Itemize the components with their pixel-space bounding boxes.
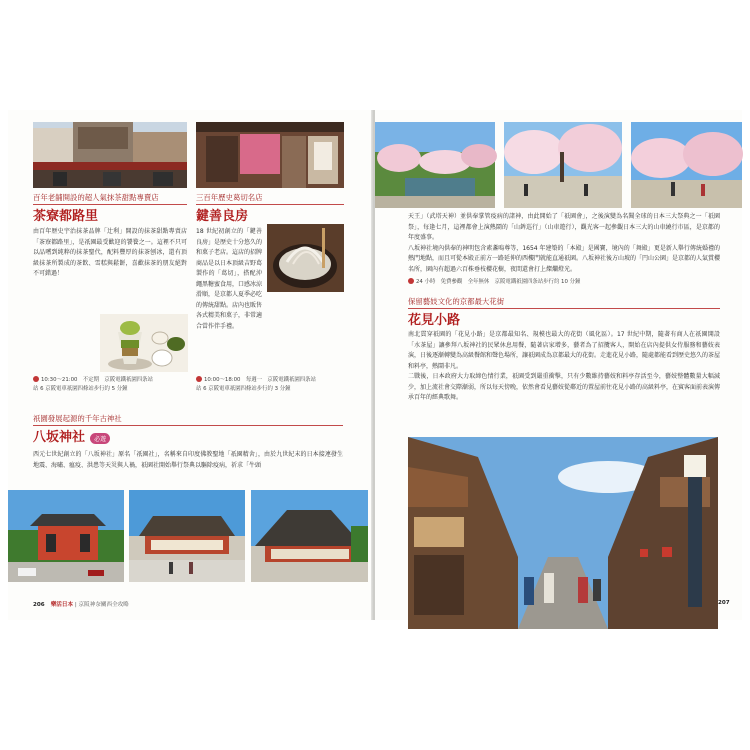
section-tagline-kagizen: 三百年歷史葛切名店 xyxy=(196,192,344,205)
section-tagline-yasaka: 祇園發展起源的千年古神社 xyxy=(33,413,343,426)
section-tagline-tsujiri: 百年老舖開設的超人氣抹茶甜點專賣店 xyxy=(33,192,187,205)
info-kagizen-line2: 站 6 京阪電車祇園四條站步行約 3 分鐘 xyxy=(196,386,291,392)
must-visit-badge: 必遊 xyxy=(90,433,110,444)
info-tsujiri-line2: 站 6 京阪電車祇園四條站步行約 5 分鐘 xyxy=(33,386,128,392)
brand-label: 樂活日本 xyxy=(50,602,74,608)
section-tagline-hanamikoji: 保留藝妓文化的京都最大花街 xyxy=(408,296,720,309)
book-title-label: 京阪神奈關西全攻略 xyxy=(78,602,129,608)
maruyama-park-photo-3 xyxy=(631,122,742,208)
left-page xyxy=(8,110,373,620)
section-body-kagizen-a: 18 世紀初創立的「鍵善良房」是歷史十分悠久的和菓子老店。這店的招牌商品是以日本頂級吉野葛製作的「葛切」，搭配沖繩黑糖蜜食用，口感冰涼滑順，是京都人夏季必吃的傳統甜點。店內也販售各式精美和菓子，非常適合當作伴手禮。 xyxy=(196,228,263,330)
yasaka-dance-hall-photo xyxy=(129,490,245,582)
clock-icon xyxy=(196,376,202,382)
book-spread xyxy=(8,110,742,620)
section-title-yasaka: 八坂神社 xyxy=(33,430,86,445)
info-kagizen-line1: 10:00～18:00 每週一 京阪電鐵祇園四条站 xyxy=(196,376,316,385)
right-folio xyxy=(718,600,736,606)
section-body-tsujiri: 由百年歷史宇治抹茶品牌「辻利」開設的抹茶甜點專賣店「茶寮都路里」，是祇園最受歡迎的饕餮之一。這裡不只可以品嚐到純粹的抹茶聖代，配料豐厚的抹茶刨冰，還有頂級抹茶所製成的茶飲、雪糕與鬆餅，喜歡抹茶的朋友絕對不可錯過！ xyxy=(33,228,187,277)
matcha-parfait-photo xyxy=(100,314,188,372)
section-title-tsujiri: 茶寮都路里 xyxy=(33,209,99,224)
page-number-left: 206 xyxy=(33,602,45,608)
maruyama-park-photo-2 xyxy=(504,122,622,208)
maruyama-park-photo-1 xyxy=(375,122,495,208)
yasaka-gate-photo xyxy=(8,490,124,582)
section-title-kagizen: 鍵善良房 xyxy=(196,209,249,224)
yasaka-continued-body: 天王」（武塔天神）並供奉掌管疫病的諸神，由此開始了「祇園會」，之後演變為名聞全球的日本三大祭典之一「祇園祭」，每逢七月，這裡都會上演熱鬧的「山鉾巡行」（山車遊行），觀光客一起參觀日本三大的山車繞行市區，是京都的年度盛事。 八坂神社境內供奉的神明包含素盞嗚尊等，1654 年建築的「本殿」是國寶，境內的「舞殿」更是新人舉行傳統婚禮的熱門地點，而且可從本殿正前方一路延伸的西樓門就能直通祇園。八坂神社後方山坡的「円山公園」是京都的人氣賞櫻名所，園內有超過六百株垂枝櫻花樹，夜間還會打上燦爛燈光。 xyxy=(408,213,721,273)
tea-shop-street-photo xyxy=(33,122,187,188)
yasaka-title-row xyxy=(33,426,110,445)
right-page xyxy=(375,110,742,620)
section-title-hanamikoji: 花見小路 xyxy=(408,313,461,328)
info-tsujiri-line1: 10:30～21:00 不定期 京阪電鐵祇園四条站 xyxy=(33,376,153,385)
section-body-yasaka: 西元七世紀創立的「八坂神社」原名「祇園社」，名稱來自印度佛教聖地「祇園精舍」，由於九世紀末的日本接連發生地震、海嘯、瘟疫、洪患等天災與人禍，祇園社開始舉行祭典以驅除疫病，祈求「牛頭 xyxy=(33,451,343,469)
page-number-right: 207 xyxy=(718,600,730,606)
clock-icon xyxy=(33,376,39,382)
info-yasaka-line: 24 小時 免費參觀 全年無休 京阪電鐵祇園四条站步行約 10 分鐘 xyxy=(408,278,580,287)
keizen-shop-front-photo xyxy=(196,122,344,188)
yasaka-main-hall-photo xyxy=(251,490,368,582)
clock-icon xyxy=(408,278,414,284)
left-folio: 206 樂活日本 | 京阪神奈關西全攻略 xyxy=(33,602,129,608)
kuzukiri-photo xyxy=(267,224,344,292)
hanamikoji-street-photo xyxy=(408,437,718,629)
section-body-hanamikoji: 南北貫穿祇園的「花見小路」是京都最知名、規模也最大的花街（風化區）。17 世紀中期，隨著有商人在祇園開設「水茶屋」讓參拜八坂神社的民眾休息用餐，隨著店家增多，藝者為了招攬客人，開始在店內提供女侍服務和藝妓表演，日後逐漸轉變為高級餐館和聲色場所，讓祇園成為京都最大的花街。走進花見小路，隨處都能看到歷史悠久的茶屋和料亭，熱鬧非凡。 二戰後，日本政府大力取締色情行業，祇園受到嚴重衝擊，只有少數維持藝妓和料亭存活至今，藝妓整體數量大幅減少，加上流社會交際漸弱，所以每天傍晚，依然會看見藝妓從鄰近的置屋前往花見小路的高級料亭，在賓客面前表演傳承百年的經典歌舞。 xyxy=(408,331,721,401)
